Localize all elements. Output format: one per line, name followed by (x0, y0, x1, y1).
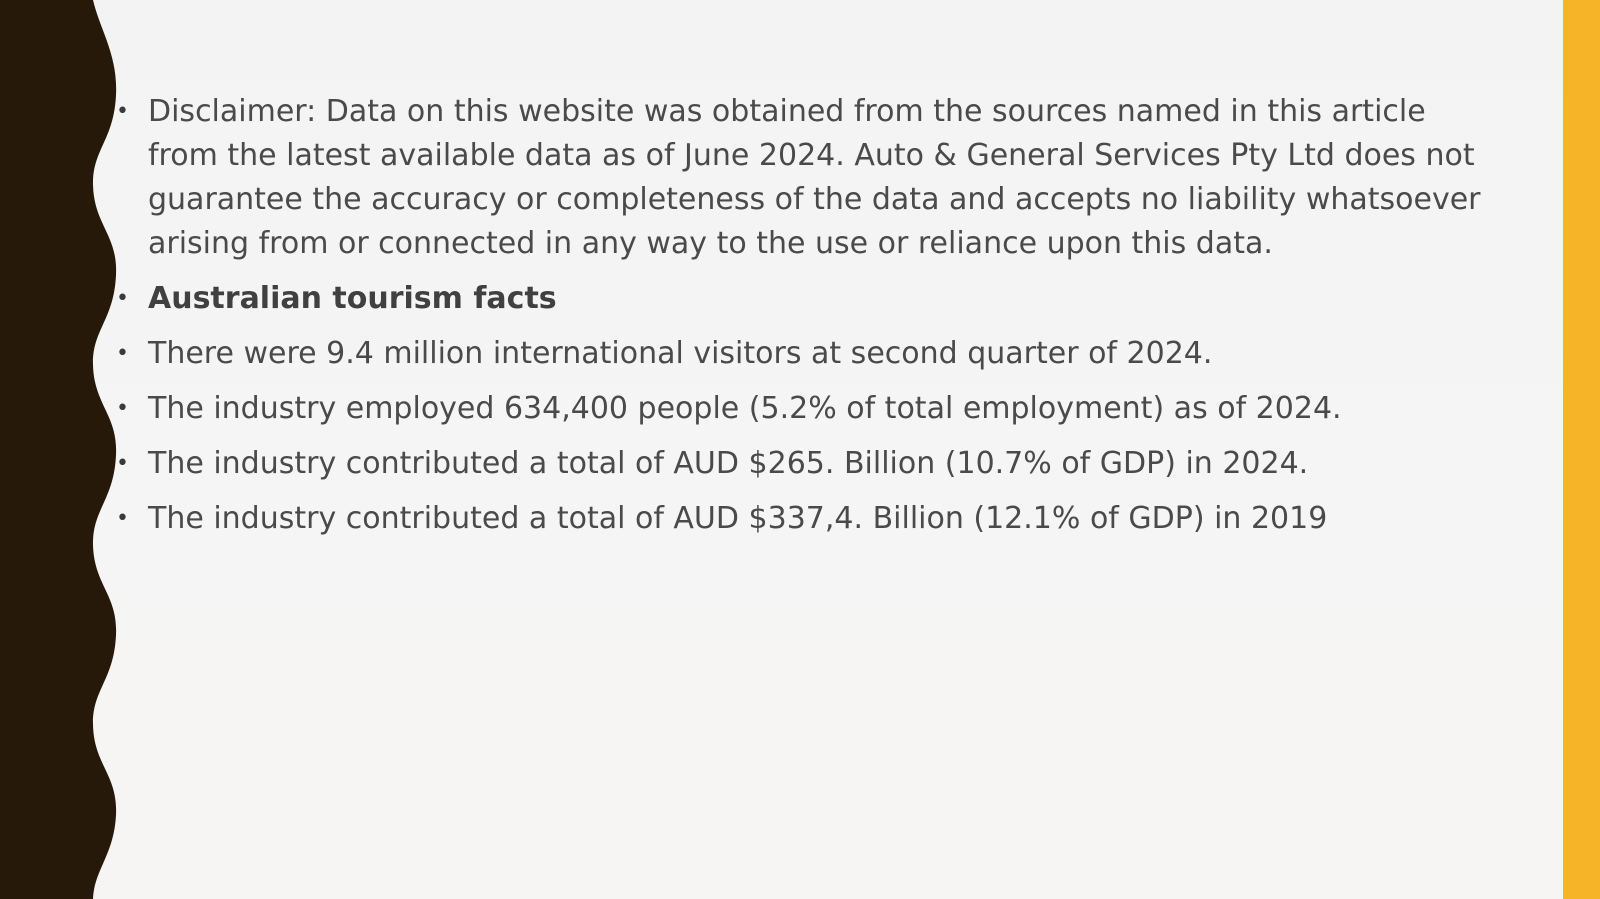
bullet-icon: • (116, 451, 129, 476)
bullet-icon: • (116, 286, 129, 311)
disclaimer-text: Disclaimer: Data on this website was obtained from the sources named in this article from the latest available data as of June 2024. Auto & General Services Pty Ltd does not guarantee the accuracy or completeness of the data and accepts no liability whatsoever arising from or connected in any way to the use or reliance upon this data. (148, 94, 1481, 261)
bullet-icon: • (116, 341, 129, 366)
bullet-icon: • (116, 506, 129, 531)
bullet-icon: • (116, 396, 129, 421)
bullet-item-visitors (116, 332, 1496, 376)
section-heading: Australian tourism facts (148, 281, 557, 316)
bullet-item-disclaimer (116, 90, 1496, 266)
wavy-band-shape (0, 0, 116, 899)
right-accent-band (1563, 0, 1600, 899)
bullet-item-gdp-2024 (116, 442, 1496, 486)
visitors-fact: There were 9.4 million international visitors at second quarter of 2024. (148, 336, 1213, 371)
bullet-icon: • (116, 99, 129, 124)
left-wavy-band (0, 0, 130, 899)
bullet-item-gdp-2019 (116, 497, 1496, 541)
slide-content (116, 90, 1496, 552)
gdp-2024-fact: The industry contributed a total of AUD $265. Billion (10.7% of GDP) in 2024. (148, 446, 1309, 481)
bullet-item-employment (116, 387, 1496, 431)
bullet-list (116, 90, 1496, 541)
employment-fact: The industry employed 634,400 people (5.2% of total employment) as of 2024. (148, 391, 1342, 426)
bullet-item-heading (116, 277, 1496, 321)
gdp-2019-fact: The industry contributed a total of AUD $337,4. Billion (12.1% of GDP) in 2019 (148, 501, 1328, 536)
